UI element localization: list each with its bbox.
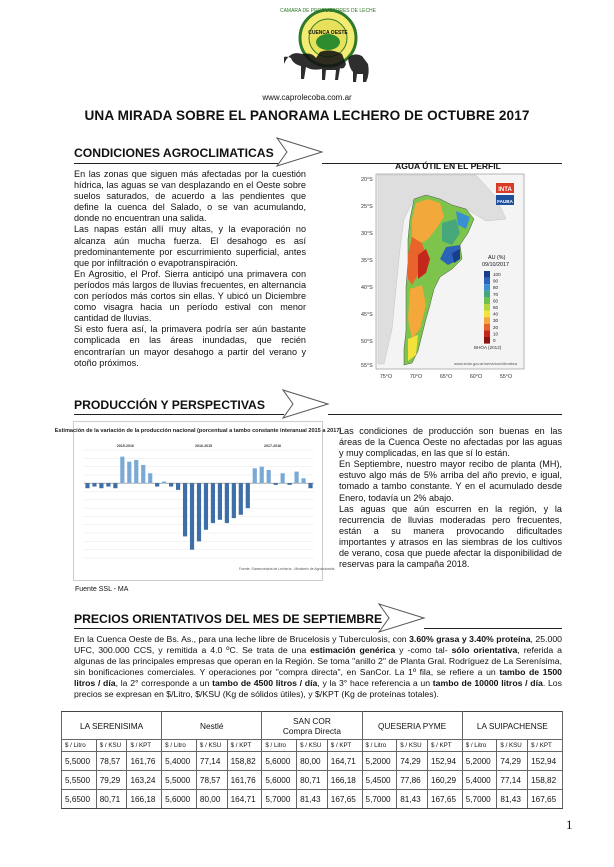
- table-cell: 5,2000: [362, 752, 397, 771]
- chart-bar: [148, 473, 152, 483]
- column-header: $ / KPT: [327, 740, 362, 752]
- agro-paragraph: Si esto fuera así, la primavera podría ser aún bastante complicada en las áreas inundadas, que recién encontrarían un mayor desahogo a partir del verano y otoño próximos.: [74, 324, 306, 368]
- table-cell: 164,71: [227, 790, 262, 809]
- legend-swatch: [484, 278, 490, 285]
- production-chart: [54, 421, 342, 581]
- company-header: [162, 712, 262, 740]
- legend-date: 09/10/2017: [482, 262, 509, 268]
- table-cell: 80,00: [297, 752, 328, 771]
- chart-bar: [197, 483, 201, 541]
- table-cell: 5,7000: [362, 790, 397, 809]
- agro-paragraph: Las napas están allí muy altas, y la evaporación no alcanza aún mucha fuerza. El desahogo es así predominantemente por escurrimiento superficial, antes que por infiltración o evapotranspiración.: [74, 224, 306, 268]
- table-header-row: [62, 740, 563, 752]
- prod-title-rule: [74, 414, 284, 415]
- chart-bar: [232, 483, 236, 518]
- precios-text-bold: sólo orientativa: [451, 645, 518, 655]
- lat-label: 55°S: [361, 363, 373, 369]
- chart-bar: [225, 483, 229, 523]
- lat-label: 50°S: [361, 339, 373, 345]
- column-header: $ / Litro: [262, 740, 297, 752]
- chart-period-label: 2016-2015: [195, 444, 213, 448]
- chart-bar: [267, 470, 271, 483]
- chart-bar: [274, 483, 278, 485]
- column-header: $ / KSU: [96, 740, 127, 752]
- chart-bar: [92, 483, 96, 486]
- map-lon-labels: [380, 374, 512, 380]
- chart-bar: [239, 483, 243, 515]
- precios-text-bold: 3.60% grasa y 3.40% proteína: [409, 634, 531, 644]
- inta-logo: INTA: [498, 187, 512, 193]
- lat-label: 35°S: [361, 258, 373, 264]
- legend-swatch: [484, 337, 490, 344]
- chart-bar: [162, 482, 166, 484]
- chart-bar: [190, 483, 194, 549]
- column-header: $ / KPT: [127, 740, 162, 752]
- precios-text-run: , 25.000 UFC, 300.000 CCS, y remitida a 4.0 ºC. Se trata de una: [74, 634, 562, 655]
- table-cell: 161,76: [127, 752, 162, 771]
- lon-label: 55°O: [499, 374, 513, 380]
- legend-swatch: [484, 330, 490, 337]
- precios-text-bold: tambo de 1500 litros / día: [74, 667, 562, 688]
- legend-value: 50: [493, 305, 499, 310]
- chart-title-line: [55, 428, 342, 434]
- table-cell: 152,94: [427, 752, 462, 771]
- table-cell: 5,2000: [462, 752, 497, 771]
- chart-bar: [85, 483, 89, 488]
- precios-text-run: . Los precios se expresan en $/Litro, $/KSU (Kg de sólidos útiles), y $/KPT (Kg de proteínas totales).: [74, 678, 562, 699]
- chart-bar: [260, 467, 264, 484]
- prod-paragraph: Las condiciones de producción son buenas en las áreas de la Cuenca Oeste no afectadas por las aguas y muy complicadas, en las que sí lo están.: [339, 426, 562, 459]
- logo-inner-text: CUENCA OESTE: [308, 30, 348, 36]
- prod-paragraph: Las aguas que aún escurren en la región, y la recurrencia de lluvias moderadas pero frecuentes, están a su manera provocando dificultades importantes y atrasos en las siembras de los cultivos de verano, cosa que puede afectar la disponibilidad de reservas para la campaña 2018.: [339, 503, 562, 570]
- table-cell: 77,14: [497, 771, 528, 790]
- table-cell: 5,5000: [162, 771, 197, 790]
- agro-text: [74, 169, 306, 369]
- chart-bar: [127, 462, 131, 484]
- table-cell: 5,4500: [362, 771, 397, 790]
- table-cell: 81,43: [297, 790, 328, 809]
- table-cell: 5,7000: [462, 790, 497, 809]
- prod-text: [339, 426, 562, 570]
- chart-bar: [211, 483, 215, 523]
- legend-swatch: [484, 324, 490, 331]
- legend-swatch: [484, 284, 490, 291]
- lon-label: 60°O: [469, 374, 483, 380]
- table-cell: 5,7000: [262, 790, 297, 809]
- chart-period-label: 2017-2016: [264, 444, 282, 448]
- table-cell: 163,24: [127, 771, 162, 790]
- company-name-line: SAN COR: [293, 715, 331, 726]
- chart-bar: [218, 483, 222, 520]
- prod-arrow-icon: [282, 388, 330, 420]
- column-header: $ / KPT: [427, 740, 462, 752]
- legend-swatch: [484, 291, 490, 298]
- table-cell: 80,00: [196, 790, 227, 809]
- chart-bar: [141, 465, 145, 483]
- legend-value: 70: [493, 291, 499, 297]
- chart-bar: [246, 483, 250, 508]
- legend-swatch: [484, 317, 490, 324]
- precios-text-run: , y la 3° hace referencia a un: [317, 678, 433, 688]
- column-header: $ / Litro: [462, 740, 497, 752]
- prod-title-rule-right: [328, 414, 562, 415]
- table-cell: 164,71: [327, 752, 362, 771]
- company-name-line: LA SUIPACHENSE: [476, 720, 548, 731]
- table-row: [62, 752, 563, 771]
- table-cell: 166,18: [127, 790, 162, 809]
- company-name-line: Nestlé: [199, 720, 224, 731]
- precios-arrow-icon: [378, 602, 426, 634]
- company-header: [462, 712, 562, 740]
- table-cell: 80,71: [297, 771, 328, 790]
- column-header: $ / KSU: [297, 740, 328, 752]
- chart-bars: [85, 457, 312, 550]
- precios-text-bold: tambo de 4500 litros / día: [212, 678, 318, 688]
- prices-table: [61, 711, 563, 809]
- chart-bar: [253, 468, 257, 483]
- precios-section-title: PRECIOS ORIENTATIVOS DEL MES DE SEPTIEMBRE: [74, 612, 383, 626]
- map-credit: BHOA (2012): [474, 345, 502, 350]
- agro-title-rule: [74, 163, 278, 164]
- chart-period-label: 2015-2016: [116, 444, 134, 448]
- legend-title: AU (%): [488, 255, 506, 261]
- chart-bar: [288, 483, 292, 485]
- table-cell: 80,71: [96, 790, 127, 809]
- lat-label: 30°S: [361, 231, 373, 237]
- table-cell: 5,6000: [162, 790, 197, 809]
- table-cell: 167,65: [528, 790, 563, 809]
- chart-source: Fuente SSL - MA: [75, 586, 129, 593]
- prod-paragraph: En Septiembre, nuestro mayor recibo de planta (MH), estuvo algo más de 5% arriba del año previo, e igual, tomado a tambo constante. Y en el acumulado desde Enero, todavía un 2% abajo.: [339, 459, 562, 503]
- legend-value: 60: [493, 298, 499, 304]
- table-cell: 5,5000: [62, 752, 97, 771]
- chart-title: Estimación de la variación de la producción nacional (porcentual a tambo constante interanual 2015 a 2017): [54, 428, 342, 434]
- table-cell: 5,4000: [162, 752, 197, 771]
- legend-value: 20: [493, 324, 499, 330]
- table-cell: 74,29: [397, 752, 428, 771]
- lat-label: 45°S: [361, 312, 373, 318]
- agro-section-title: CONDICIONES AGROCLIMATICAS: [74, 146, 274, 160]
- lon-label: 70°O: [409, 374, 423, 380]
- chart-bar: [281, 473, 285, 483]
- chart-bar: [308, 483, 312, 488]
- chart-bar: [169, 483, 173, 486]
- company-name-line: QUESERIA PYME: [377, 720, 447, 731]
- lon-label: 75°O: [379, 374, 393, 380]
- legend-value: 100: [493, 272, 501, 277]
- precios-text-run: y -como tal-: [395, 645, 452, 655]
- chart-bar: [120, 457, 124, 484]
- table-cell: 77,86: [397, 771, 428, 790]
- table-cell: 166,18: [327, 771, 362, 790]
- table-cell: 79,29: [96, 771, 127, 790]
- chart-bar: [294, 472, 298, 484]
- column-header: $ / Litro: [162, 740, 197, 752]
- caprolecoba-logo: [278, 4, 377, 94]
- legend-swatch: [484, 297, 490, 304]
- chart-bar: [113, 483, 117, 488]
- lat-label: 25°S: [361, 204, 373, 210]
- column-header: $ / KPT: [227, 740, 262, 752]
- column-header: $ / KSU: [196, 740, 227, 752]
- table-company-row: [62, 712, 563, 740]
- legend-value: 30: [493, 318, 499, 324]
- company-header: [262, 712, 362, 740]
- precios-text-bold: tambo de 10000 litros / día: [432, 678, 543, 688]
- column-header: $ / KPT: [528, 740, 563, 752]
- company-name-line: Compra Directa: [282, 725, 341, 736]
- agro-paragraph: En las zonas que siguen más afectadas por la cuestión hídrica, las aguas se van desplazando en el Oeste sobre suelos saturados, de acuerdo a las pendientes que define la cuenca del Salado, o se van acumulando, donde no encuentran una salida.: [74, 169, 306, 224]
- precios-text-run: , referida a algunas de las principales empresas que operan en la Región. Se toma "anillo 2" de Planta Gral. Rodríguez de La Serenísima, sin bonificaciones comerciales. Y operaciones por "compra directa", en SanCor. La 1º fila, se refiere a un: [74, 645, 562, 677]
- table-cell: 158,82: [227, 752, 262, 771]
- legend-value: 0: [493, 338, 496, 343]
- table-cell: 161,76: [227, 771, 262, 790]
- lat-label: 20°S: [361, 177, 373, 183]
- table-cell: 5,4000: [462, 771, 497, 790]
- precios-text-bold: estimación genérica: [310, 645, 396, 655]
- table-cell: 160,29: [427, 771, 462, 790]
- table-cell: 5,6500: [62, 790, 97, 809]
- prod-section-title: PRODUCCIÓN Y PERSPECTIVAS: [74, 398, 265, 412]
- logo-ring-text: CAMARA DE PRODUCTORES DE LECHE: [279, 8, 377, 14]
- company-name-line: LA SERENISIMA: [80, 720, 144, 731]
- precios-text-run: , la 2° corresponde a un: [115, 678, 213, 688]
- table-cell: 78,57: [196, 771, 227, 790]
- lon-label: 65°O: [439, 374, 453, 380]
- map-title: AGUA ÚTIL EN EL PERFIL: [395, 161, 501, 171]
- water-map: [356, 159, 539, 380]
- legend-value: 90: [493, 278, 499, 284]
- chart-bar: [183, 483, 187, 536]
- map-source: www.sinia.gov.ar/servicios/climatica: [454, 361, 518, 366]
- page-title: UNA MIRADA SOBRE EL PANORAMA LECHERO DE OCTUBRE 2017: [84, 108, 530, 123]
- precios-title-rule: [74, 628, 380, 629]
- table-cell: 78,57: [96, 752, 127, 771]
- chart-note: Fuente: Subsecretaría de Lechería - Ministerio de Agroindustria: [239, 567, 335, 571]
- chart-bar: [99, 483, 103, 488]
- column-header: $ / KSU: [497, 740, 528, 752]
- legend-swatch: [484, 304, 490, 311]
- chart-periods: [117, 444, 281, 448]
- column-header: $ / KSU: [397, 740, 428, 752]
- table-cell: 81,43: [497, 790, 528, 809]
- company-header: [62, 712, 162, 740]
- lat-label: 40°S: [361, 285, 373, 291]
- legend-value: 40: [493, 311, 499, 317]
- chart-bar: [134, 460, 138, 483]
- map-lat-labels: [361, 177, 373, 369]
- precios-title-rule-right: [424, 628, 562, 629]
- table-cell: 77,14: [196, 752, 227, 771]
- chart-bar: [155, 483, 159, 486]
- table-cell: 5,5500: [62, 771, 97, 790]
- agro-paragraph: En Agrositio, el Prof. Sierra anticipó una primavera con períodos más largos de lluvias frecuentes, en alternancia con períodos más cortos sin ellas. Y ubicó un Diciembre como visagra hacia un período estival con menor cantidad de lluvias.: [74, 268, 306, 324]
- legend-value: 80: [493, 285, 499, 291]
- column-header: $ / Litro: [62, 740, 97, 752]
- table-cell: 152,94: [528, 752, 563, 771]
- table-cell: 167,65: [427, 790, 462, 809]
- legend-swatch: [484, 311, 490, 318]
- company-header: [362, 712, 462, 740]
- fauba-logo: FAUBA: [497, 199, 513, 204]
- chart-bar: [204, 483, 208, 530]
- chart-bar: [301, 478, 305, 483]
- legend-value: 10: [493, 331, 499, 337]
- agro-arrow-icon: [276, 136, 324, 168]
- production-chart-svg: [54, 422, 342, 580]
- precios-text: [74, 634, 562, 700]
- precios-text-run: En la Cuenca Oeste de Bs. As., para una leche libre de Brucelosis y Tuberculosis, con: [74, 634, 410, 644]
- page-number: 1: [566, 817, 573, 832]
- table-row: [62, 790, 563, 809]
- legend-swatch: [484, 271, 490, 278]
- logo-url: www.caprolecoba.com.ar: [262, 93, 352, 102]
- chart-bar: [106, 483, 110, 486]
- table-cell: 74,29: [497, 752, 528, 771]
- table-row: [62, 771, 563, 790]
- table-cell: 158,82: [528, 771, 563, 790]
- column-header: $ / Litro: [362, 740, 397, 752]
- table-cell: 167,65: [327, 790, 362, 809]
- table-cell: 81,43: [397, 790, 428, 809]
- table-cell: 5,6000: [262, 771, 297, 790]
- chart-bar: [176, 483, 180, 490]
- table-cell: 5,6000: [262, 752, 297, 771]
